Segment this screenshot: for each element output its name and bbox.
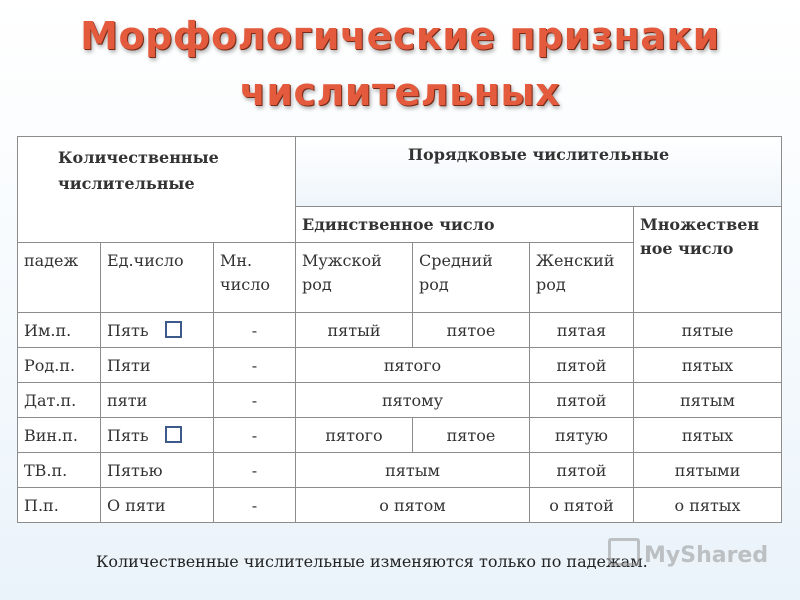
table-row <box>18 418 782 453</box>
plural-cell: пятым <box>634 383 782 418</box>
case-cell: Дат.п. <box>18 383 101 418</box>
watermark-text: MyShared <box>644 543 769 568</box>
col-masculine: Мужской род <box>296 243 413 313</box>
numerals-table <box>17 136 782 523</box>
quant-cell <box>101 313 214 348</box>
quant-cell <box>101 418 214 453</box>
dash-cell: - <box>214 418 296 453</box>
quant-text: Пять <box>107 425 149 445</box>
dash-cell: - <box>214 453 296 488</box>
case-cell: ТВ.п. <box>18 453 101 488</box>
singular-header: Единственное число <box>296 207 634 243</box>
title-line-1: Морфологические признаки <box>80 14 720 58</box>
col-case: падеж <box>18 243 101 313</box>
table-row <box>18 383 782 418</box>
feminine-cell: пятой <box>530 453 634 488</box>
quant-cell: Пяти <box>101 348 214 383</box>
case-cell: Вин.п. <box>18 418 101 453</box>
checkbox-icon <box>165 426 182 443</box>
plural-cell: пятые <box>634 313 782 348</box>
feminine-cell: пятой <box>530 383 634 418</box>
feminine-cell: пятой <box>530 348 634 383</box>
dash-cell: - <box>214 348 296 383</box>
case-cell: П.п. <box>18 488 101 523</box>
neuter-cell: пятое <box>413 313 530 348</box>
masculine-cell: пятый <box>296 313 413 348</box>
feminine-cell: пятая <box>530 313 634 348</box>
case-cell: Род.п. <box>18 348 101 383</box>
watermark-logo <box>608 538 768 568</box>
quant-cell: О пяти <box>101 488 214 523</box>
ordinal-header: Порядковые числительные <box>296 137 782 207</box>
table-row <box>18 488 782 523</box>
masc-neuter-cell: пятым <box>296 453 530 488</box>
plural-header: Множествен ное число <box>634 207 782 313</box>
case-cell: Им.п. <box>18 313 101 348</box>
masc-neuter-cell: пятому <box>296 383 530 418</box>
plural-cell: о пятых <box>634 488 782 523</box>
table-row <box>18 348 782 383</box>
page-title <box>0 8 800 120</box>
masculine-cell: пятого <box>296 418 413 453</box>
col-singular: Ед.число <box>101 243 214 313</box>
feminine-cell: о пятой <box>530 488 634 523</box>
presentation-icon <box>608 538 640 566</box>
col-neuter: Средний род <box>413 243 530 313</box>
quant-text: Пять <box>107 320 149 340</box>
masc-neuter-cell: пятого <box>296 348 530 383</box>
plural-cell: пятых <box>634 348 782 383</box>
plural-cell: пятыми <box>634 453 782 488</box>
table-row <box>18 453 782 488</box>
dash-cell: - <box>214 383 296 418</box>
col-plural: Мн. число <box>214 243 296 313</box>
plural-cell: пятых <box>634 418 782 453</box>
dash-cell: - <box>214 313 296 348</box>
masc-neuter-cell: о пятом <box>296 488 530 523</box>
title-line-2: числительных <box>239 70 561 114</box>
feminine-cell: пятую <box>530 418 634 453</box>
dash-cell: - <box>214 488 296 523</box>
quant-cell: пяти <box>101 383 214 418</box>
col-feminine: Женский род <box>530 243 634 313</box>
quant-cell: Пятью <box>101 453 214 488</box>
quantitative-header: Количественные числительные <box>18 137 296 243</box>
checkbox-icon <box>165 321 182 338</box>
table-row <box>18 313 782 348</box>
neuter-cell: пятое <box>413 418 530 453</box>
footer-note: Количественные числительные изменяются только по падежам. <box>96 552 648 571</box>
